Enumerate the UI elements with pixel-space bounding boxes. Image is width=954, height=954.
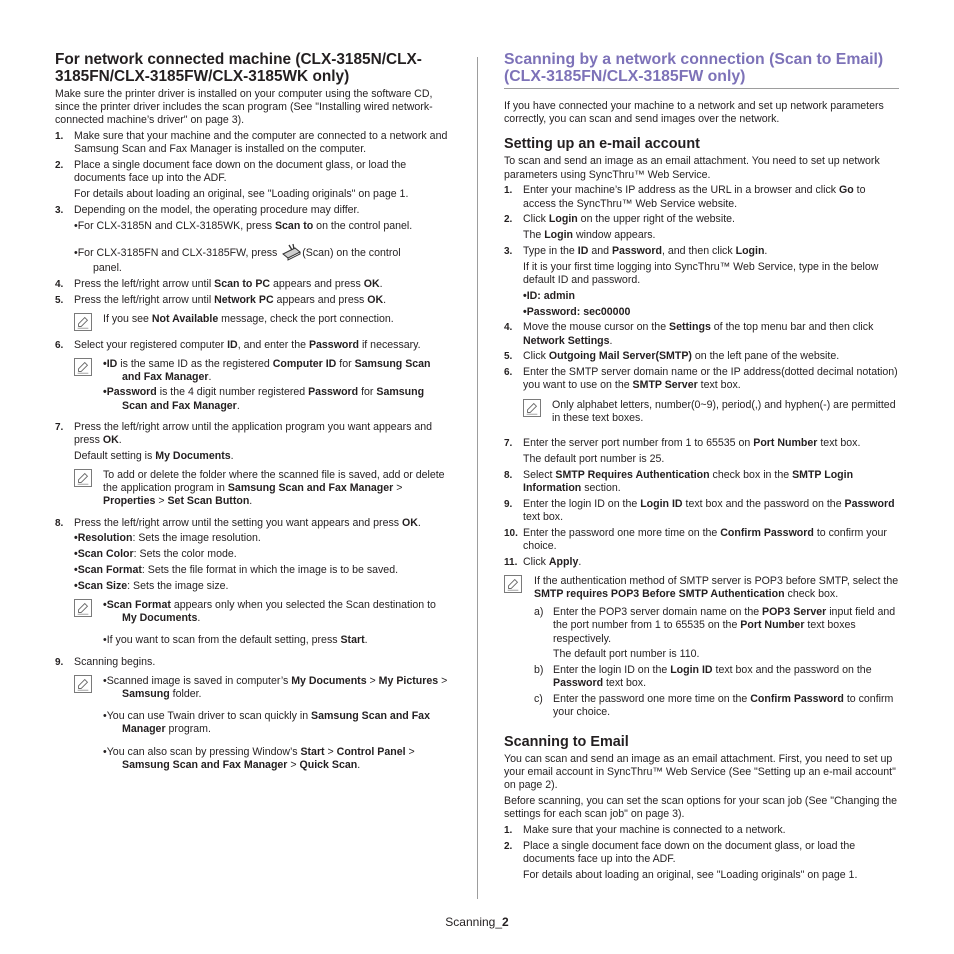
email-step-6: 6. Enter the SMTP server domain name or the IP address(dotted decimal notation) you want to use on the SMTP Server text box. bbox=[504, 366, 898, 392]
scan-email-para-1: You can scan and send an image as an email attachment. First, you need to set up your email account in SyncThru™ Web Service (See "Setting up an e-mail account" on page 2). bbox=[504, 752, 896, 792]
email-step-7: 7. Enter the server port number from 1 to 65535 on Port Number text box. bbox=[504, 437, 861, 449]
step-3: 3. Depending on the model, the operating procedure may differ. bbox=[55, 204, 360, 216]
note-pencil-icon bbox=[523, 399, 541, 417]
email-step-11: 11. Click Apply. bbox=[504, 555, 582, 568]
note-pencil-icon bbox=[74, 358, 92, 376]
pop3-step-b: b) Enter the login ID on the Login ID text box and the password on the Password text box. bbox=[534, 664, 872, 690]
option-resolution: •Resolution: Sets the image resolution. bbox=[74, 532, 261, 545]
step-6: 6. Select your registered computer ID, and enter the Password if necessary. bbox=[55, 338, 421, 351]
option-scan-color: •Scan Color: Sets the color mode. bbox=[74, 548, 237, 561]
subheading-scanning-email: Scanning to Email bbox=[504, 733, 629, 750]
note-pencil-icon bbox=[504, 575, 522, 593]
email-step-7-detail: The default port number is 25. bbox=[523, 452, 665, 465]
step-3-bullet-2: •For CLX-3185FN and CLX-3185FW, press (Scan) on the control panel. bbox=[55, 242, 450, 275]
pop3-step-c: c) Enter the password one more time on the Confirm Password to confirm your choice. bbox=[534, 693, 894, 719]
right-intro: If you have connected your machine to a network and set up network parameters correctly, you can scan and send images over the network. bbox=[504, 100, 884, 126]
step-7-detail: Default setting is My Documents. bbox=[74, 449, 234, 462]
email-step-2-detail: The Login window appears. bbox=[523, 229, 656, 242]
note-pencil-icon bbox=[74, 599, 92, 617]
note-scan-format: •Scan Format appears only when you selected the Scan destination to My Documents. •If you want to scan from the default setting, press Start. bbox=[74, 599, 450, 648]
scan-email-step-2: 2. Place a single document face down on the document glass, or load the documents face up into the ADF. bbox=[504, 840, 856, 866]
scan-email-step-1: 1. Make sure that your machine is connected to a network. bbox=[504, 824, 786, 837]
column-divider bbox=[477, 57, 478, 899]
note-add-folder: To add or delete the folder where the scanned file is saved, add or delete the application program in Samsung Scan and Fax Manager > Properties > Set Scan Button. bbox=[74, 469, 450, 509]
right-column bbox=[504, 52, 899, 882]
email-step-10: 10. Enter the password one more time on the Confirm Password to confirm your choice. bbox=[504, 526, 887, 552]
default-password: •Password: sec00000 bbox=[523, 305, 631, 318]
note-id-password: •ID is the same ID as the registered Computer ID for Samsung Scan and Fax Manager. •Password is the 4 digit number registered Password for Samsung Scan and Fax Manager. bbox=[74, 358, 450, 413]
pop3-step-a: a) Enter the POP3 server domain name on the POP3 Server input field and the port number from 1 to 65535 on the Port Number text boxes respectively. bbox=[534, 606, 896, 645]
step-4: 4. Press the left/right arrow until Scan to PC appears and press OK. bbox=[55, 277, 383, 290]
note-allowed-characters: Only alphabet letters, number(0~9), period(,) and hyphen(-) are permitted in these text boxes. bbox=[523, 399, 899, 425]
email-step-4: 4. Move the mouse cursor on the Settings of the top menu bar and then click Network Settings. bbox=[504, 321, 874, 347]
page-footer bbox=[0, 916, 954, 929]
step-1: 1. Make sure that your machine and the computer are connected to a network and Samsung Scan and Fax Manager is installed on the computer. bbox=[55, 130, 448, 156]
scan-email-step-2-detail: For details about loading an original, see "Loading originals" on page 1. bbox=[523, 869, 858, 882]
email-step-3: 3. Type in the ID and Password, and then click Login. bbox=[504, 245, 768, 257]
option-scan-size: •Scan Size: Sets the image size. bbox=[74, 579, 229, 592]
scan-button-icon bbox=[280, 242, 302, 262]
section-heading-network-machine: For network connected machine (CLX-3185N/CLX-3185FN/CLX-3185FW/CLX-3185WK only) bbox=[55, 51, 422, 85]
step-2: 2. Place a single document face down on the document glass, or load the documents face up into the ADF. bbox=[55, 159, 407, 185]
note-pop3-authentication: If the authentication method of SMTP server is POP3 before SMTP, select the SMTP requires POP3 Before SMTP Authentication check box. a) Enter the POP3 server domain name on the POP3 Server input field and the port number from 1 to 65535 on the Port Number text boxes respectively. The default port number is 110. b) Enter the login ID on the Login ID text box and the password on the Password text box. c) Enter the password one more time on the Confirm Password to confirm your choice. bbox=[504, 575, 899, 720]
email-setup-intro: To scan and send an image as an email attachment. You need to set up network parameters using SyncThru™ Web Service. bbox=[504, 155, 880, 181]
email-step-8: 8. Select SMTP Requires Authentication check box in the SMTP Login Information section. bbox=[504, 468, 854, 494]
note-pencil-icon bbox=[74, 313, 92, 331]
email-step-5: 5. Click Outgoing Mail Server(SMTP) on the left pane of the website. bbox=[504, 350, 840, 363]
note-scanned-image: •Scanned image is saved in computer’s My Documents > My Pictures > Samsung folder. •You can use Twain driver to scan quickly in Samsung Scan and Fax Manager program. •You can also scan by pressing Window’s Start > Control Panel > Samsung Scan and Fax Manager > Quick Scan. bbox=[74, 675, 450, 772]
intro-text: Make sure the printer driver is installed on your computer using the software CD, since the printer driver includes the scan program (See "Installing wired network-connected machine’s driver" on page 3). bbox=[55, 88, 433, 127]
pop3-step-a-detail: The default port number is 110. bbox=[553, 648, 700, 661]
step-5: 5. Press the left/right arrow until Network PC appears and press OK. bbox=[55, 293, 387, 306]
section-heading-scan-to-email: Scanning by a network connection (Scan to Email) (CLX-3185FN/CLX-3185FW only) bbox=[504, 52, 899, 89]
step-3-bullet-1: •For CLX-3185N and CLX-3185WK, press Scan to on the control panel. bbox=[74, 219, 413, 232]
email-step-1: 1. Enter your machine’s IP address as the URL in a browser and click Go to access the SyncThru™ Web Service website. bbox=[504, 184, 866, 210]
option-scan-format: •Scan Format: Sets the file format in which the image is to be saved. bbox=[74, 564, 399, 577]
step-7: 7. Press the left/right arrow until the application program you want appears and press OK. bbox=[55, 420, 433, 447]
email-step-9: 9. Enter the login ID on the Login ID text box and the password on the Password text box. bbox=[504, 497, 895, 523]
scan-email-para-2: Before scanning, you can set the scan options for your scan job (See "Changing the settings for each scan job" on page 3). bbox=[504, 795, 898, 821]
note-pencil-icon bbox=[74, 675, 92, 693]
step-8: 8. Press the left/right arrow until the setting you want appears and press OK. bbox=[55, 516, 421, 529]
note-pencil-icon bbox=[74, 469, 92, 487]
left-column bbox=[55, 52, 450, 780]
subheading-setting-email: Setting up an e-mail account bbox=[504, 136, 700, 153]
note-not-available: If you see Not Available message, check the port connection. bbox=[74, 313, 450, 331]
page-number: 2 bbox=[502, 915, 509, 929]
email-step-3-detail: If it is your first time logging into SyncThru™ Web Service, type in the below default ID and password. bbox=[523, 260, 879, 286]
default-id: •ID: admin bbox=[523, 289, 575, 302]
footer-chapter: Scanning_ bbox=[445, 915, 503, 929]
step-2-detail: For details about loading an original, see "Loading originals" on page 1. bbox=[74, 188, 409, 201]
step-9: 9. Scanning begins. bbox=[55, 655, 156, 668]
email-step-2: 2. Click Login on the upper right of the website. bbox=[504, 213, 735, 226]
